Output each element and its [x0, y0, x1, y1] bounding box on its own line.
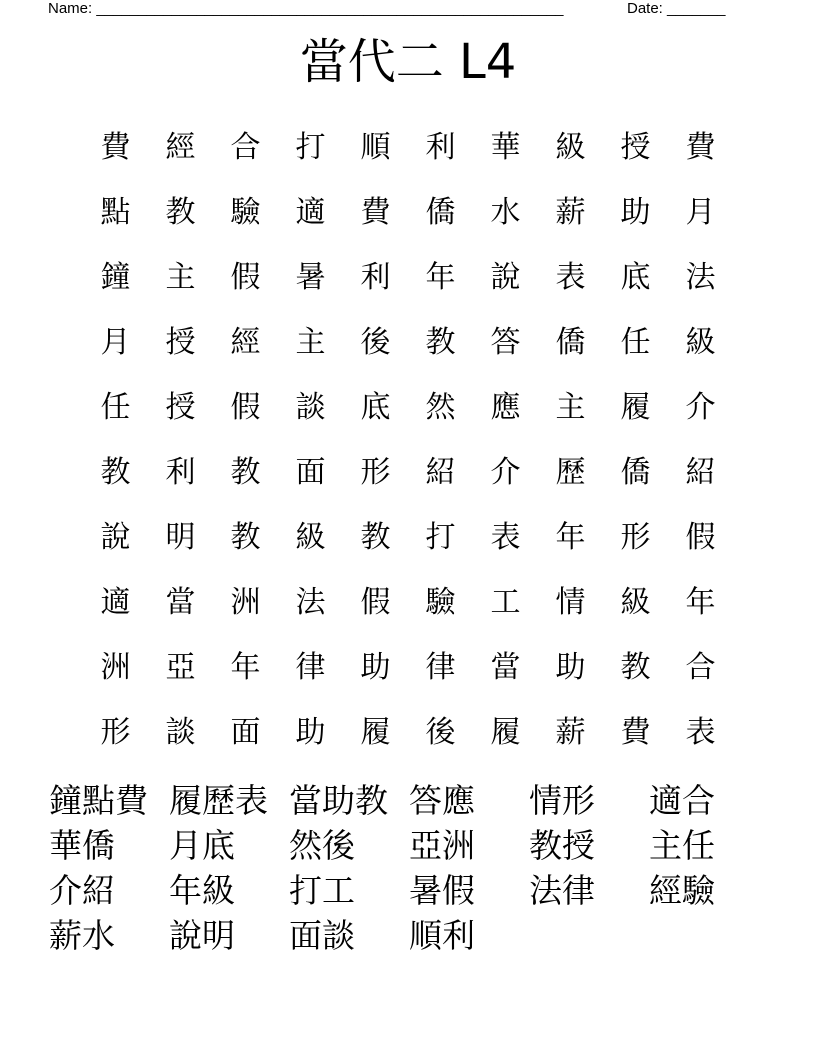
grid-cell: 教 — [100, 454, 131, 490]
grid-cell: 面 — [230, 714, 261, 750]
grid-cell: 授 — [165, 389, 196, 425]
grid-cell: 教 — [230, 519, 261, 555]
grid-cell: 費 — [360, 194, 391, 230]
grid-cell: 費 — [100, 129, 131, 165]
grid-cell: 利 — [360, 259, 391, 295]
grid-cell: 年 — [555, 519, 586, 555]
grid-cell: 假 — [360, 584, 391, 620]
grid-cell: 助 — [620, 194, 651, 230]
word-list-item: 說明 — [169, 916, 235, 955]
grid-cell: 當 — [165, 584, 196, 620]
word-list-item: 面談 — [289, 916, 355, 955]
grid-cell: 級 — [620, 584, 651, 620]
word-list-item: 然後 — [289, 826, 355, 865]
grid-cell: 教 — [230, 454, 261, 490]
grid-cell: 級 — [295, 519, 326, 555]
grid-cell: 年 — [425, 259, 456, 295]
grid-cell: 利 — [425, 129, 456, 165]
grid-cell: 談 — [295, 389, 326, 425]
grid-cell: 答 — [490, 324, 521, 360]
word-list-item: 鐘點費 — [49, 781, 148, 820]
grid-cell: 順 — [360, 129, 391, 165]
grid-cell: 月 — [100, 324, 131, 360]
grid-cell: 工 — [490, 584, 521, 620]
grid-cell: 利 — [165, 454, 196, 490]
grid-cell: 僑 — [425, 194, 456, 230]
grid-cell: 僑 — [620, 454, 651, 490]
grid-cell: 級 — [555, 129, 586, 165]
grid-cell: 後 — [360, 324, 391, 360]
grid-cell: 談 — [165, 714, 196, 750]
grid-cell: 形 — [100, 714, 131, 750]
word-list-item: 當助教 — [289, 781, 388, 820]
grid-cell: 洲 — [230, 584, 261, 620]
word-list-item: 華僑 — [49, 826, 115, 865]
grid-cell: 應 — [490, 389, 521, 425]
word-list-item: 法律 — [529, 871, 595, 910]
word-list — [49, 778, 769, 958]
grid-cell: 履 — [620, 389, 651, 425]
grid-cell: 主 — [295, 324, 326, 360]
word-list-item: 月底 — [169, 826, 235, 865]
grid-cell: 律 — [295, 649, 326, 685]
grid-cell: 法 — [295, 584, 326, 620]
grid-cell: 授 — [165, 324, 196, 360]
word-list-item: 暑假 — [409, 871, 475, 910]
grid-cell: 形 — [360, 454, 391, 490]
word-list-item: 介紹 — [49, 871, 115, 910]
word-list-item: 亞洲 — [409, 826, 475, 865]
word-search-grid — [83, 111, 733, 761]
grid-cell: 驗 — [230, 194, 261, 230]
grid-cell: 底 — [360, 389, 391, 425]
grid-cell: 洲 — [100, 649, 131, 685]
grid-cell: 表 — [685, 714, 716, 750]
grid-cell: 年 — [685, 584, 716, 620]
grid-cell: 月 — [685, 194, 716, 230]
grid-cell: 假 — [685, 519, 716, 555]
grid-cell: 形 — [620, 519, 651, 555]
grid-cell: 鐘 — [100, 259, 131, 295]
grid-cell: 教 — [360, 519, 391, 555]
grid-cell: 水 — [490, 194, 521, 230]
grid-cell: 面 — [295, 454, 326, 490]
grid-cell: 介 — [490, 454, 521, 490]
grid-cell: 助 — [295, 714, 326, 750]
grid-cell: 表 — [555, 259, 586, 295]
grid-cell: 打 — [295, 129, 326, 165]
grid-cell: 經 — [230, 324, 261, 360]
grid-cell: 說 — [100, 519, 131, 555]
grid-cell: 合 — [230, 129, 261, 165]
grid-cell: 說 — [490, 259, 521, 295]
grid-cell: 年 — [230, 649, 261, 685]
page-title: 當代二 L4 — [299, 34, 517, 90]
word-list-item: 適合 — [649, 781, 715, 820]
grid-cell: 暑 — [295, 259, 326, 295]
grid-cell: 授 — [620, 129, 651, 165]
grid-cell: 教 — [165, 194, 196, 230]
grid-cell: 華 — [490, 129, 521, 165]
grid-cell: 合 — [685, 649, 716, 685]
grid-cell: 底 — [620, 259, 651, 295]
grid-cell: 主 — [165, 259, 196, 295]
grid-cell: 紹 — [685, 454, 716, 490]
grid-cell: 任 — [620, 324, 651, 360]
grid-cell: 助 — [555, 649, 586, 685]
word-list-item: 薪水 — [49, 916, 115, 955]
name-field-line: Name: ________________________________________________________ — [48, 0, 564, 17]
grid-cell: 助 — [360, 649, 391, 685]
word-list-item: 經驗 — [649, 871, 715, 910]
grid-cell: 後 — [425, 714, 456, 750]
grid-cell: 僑 — [555, 324, 586, 360]
word-list-item: 主任 — [649, 826, 715, 865]
grid-cell: 薪 — [555, 714, 586, 750]
grid-cell: 經 — [165, 129, 196, 165]
grid-cell: 驗 — [425, 584, 456, 620]
grid-cell: 情 — [555, 584, 586, 620]
grid-cell: 點 — [100, 194, 131, 230]
date-field-line: Date: _______ — [627, 0, 726, 17]
grid-cell: 費 — [685, 129, 716, 165]
grid-cell: 打 — [425, 519, 456, 555]
word-list-item: 順利 — [409, 916, 475, 955]
grid-cell: 適 — [295, 194, 326, 230]
grid-cell: 履 — [490, 714, 521, 750]
grid-cell: 紹 — [425, 454, 456, 490]
grid-cell: 薪 — [555, 194, 586, 230]
grid-cell: 法 — [685, 259, 716, 295]
grid-cell: 明 — [165, 519, 196, 555]
grid-cell: 適 — [100, 584, 131, 620]
grid-cell: 履 — [360, 714, 391, 750]
grid-cell: 教 — [620, 649, 651, 685]
grid-cell: 假 — [230, 389, 261, 425]
grid-cell: 級 — [685, 324, 716, 360]
grid-cell: 費 — [620, 714, 651, 750]
grid-cell: 歷 — [555, 454, 586, 490]
word-list-item: 年級 — [169, 871, 235, 910]
word-list-item: 打工 — [289, 871, 355, 910]
grid-cell: 當 — [490, 649, 521, 685]
grid-cell: 假 — [230, 259, 261, 295]
word-list-item: 教授 — [529, 826, 595, 865]
word-list-item: 履歷表 — [169, 781, 268, 820]
grid-cell: 亞 — [165, 649, 196, 685]
grid-cell: 主 — [555, 389, 586, 425]
grid-cell: 教 — [425, 324, 456, 360]
grid-cell: 律 — [425, 649, 456, 685]
grid-cell: 表 — [490, 519, 521, 555]
word-list-item: 情形 — [529, 781, 595, 820]
grid-cell: 任 — [100, 389, 131, 425]
grid-cell: 然 — [425, 389, 456, 425]
word-list-item: 答應 — [409, 781, 475, 820]
grid-cell: 介 — [685, 389, 716, 425]
